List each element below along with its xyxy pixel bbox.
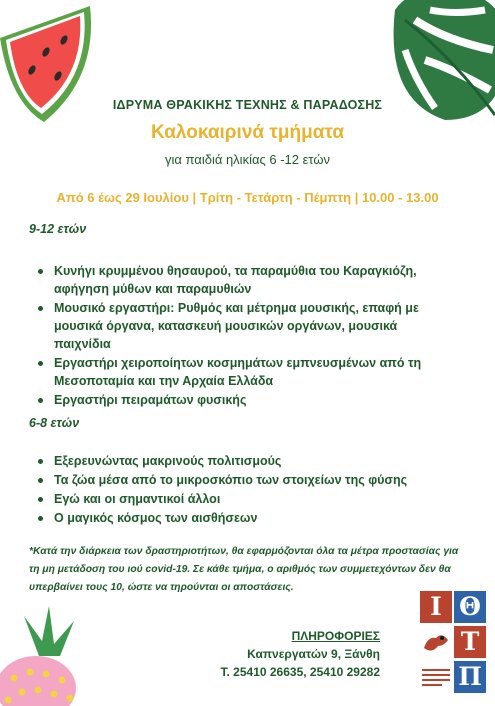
list-item: Κυνήγι κρυμμένου θησαυρού, τα παραμύθια του Καραγκιόζη, αφήγηση μύθων και παραμυθιών [36,262,456,298]
logo-figure-icon [420,626,452,658]
logo-letter-iota: Ι [420,591,452,623]
list-item: Μουσικό εργαστήρι: Ρυθμός και μέτρημα μουσικής, επαφή με μουσικά όργανα, κατασκευή μουσικών οργάνων, μουσικά παιχνίδια [36,299,456,353]
logo-letter-tau: Τ [454,626,486,658]
list-item: Εργαστήρι χειροποίητων κοσμημάτων εμπνευσμένων από τη Μεσοποταμία και την Αρχαία Ελλάδα [36,354,456,390]
organization-name: ΙΔΡΥΜΑ ΘΡΑΚΙΚΗΣ ΤΕΧΝΗΣ & ΠΑΡΑΔΟΣΗΣ [112,98,383,112]
activity-list-9-12 [36,262,456,410]
list-item: Εργαστήρι πειραμάτων φυσικής [36,391,456,409]
age-group-9-12-title: 9-12 ετών [29,222,87,236]
page-title: Καλοκαιρινά τμήματα [150,122,345,143]
list-item: Εξερευνώντας μακρινούς πολιτισμούς [36,452,456,470]
covid-note: *Κατά την διάρκεια των δραστηριοτήτων, θα εφαρμόζονται όλα τα μέτρα προστασίας για τη μη μετάδοση του ιού covid-19. Σε κάθε τμήμα, ο αριθμός των συμμετεχόντων δεν θα υπερβαίνει τους 10, ώστε να τηρούνται οι αποστάσεις. [29,546,459,593]
logo-caption-icon [420,661,452,693]
page-subtitle: για παιδιά ηλικίας 6 -12 ετών [165,152,330,167]
contact-info [221,629,381,679]
phone-text: Τ. 25410 26635, 25410 29282 [220,665,380,679]
list-item: Ο μαγικός κόσμος των αισθήσεων [36,509,456,527]
info-heading: ΠΛΗΡΟΦΟΡΙΕΣ [291,629,380,643]
schedule-line: Από 6 έως 29 Ιουλίου | Τρίτη - Τετάρτη - Πέμπτη | 10.00 - 13.00 [56,190,439,205]
pineapple-illustration [0,606,89,706]
logo-letter-theta: Θ [454,591,486,623]
age-group-6-8-title: 6-8 ετών [29,416,80,430]
list-item: Τα ζώα μέσα από το μικροσκόπιο των στοιχείων της φύσης [36,471,456,489]
list-item: Εγώ και οι σημαντικοί άλλοι [36,490,456,508]
activity-list-6-8 [36,452,456,528]
logo-letter-pi: Π [454,661,486,693]
ithtp-logo [420,591,486,693]
address-text: Καπνεργατών 9, Ξάνθη [247,647,380,661]
